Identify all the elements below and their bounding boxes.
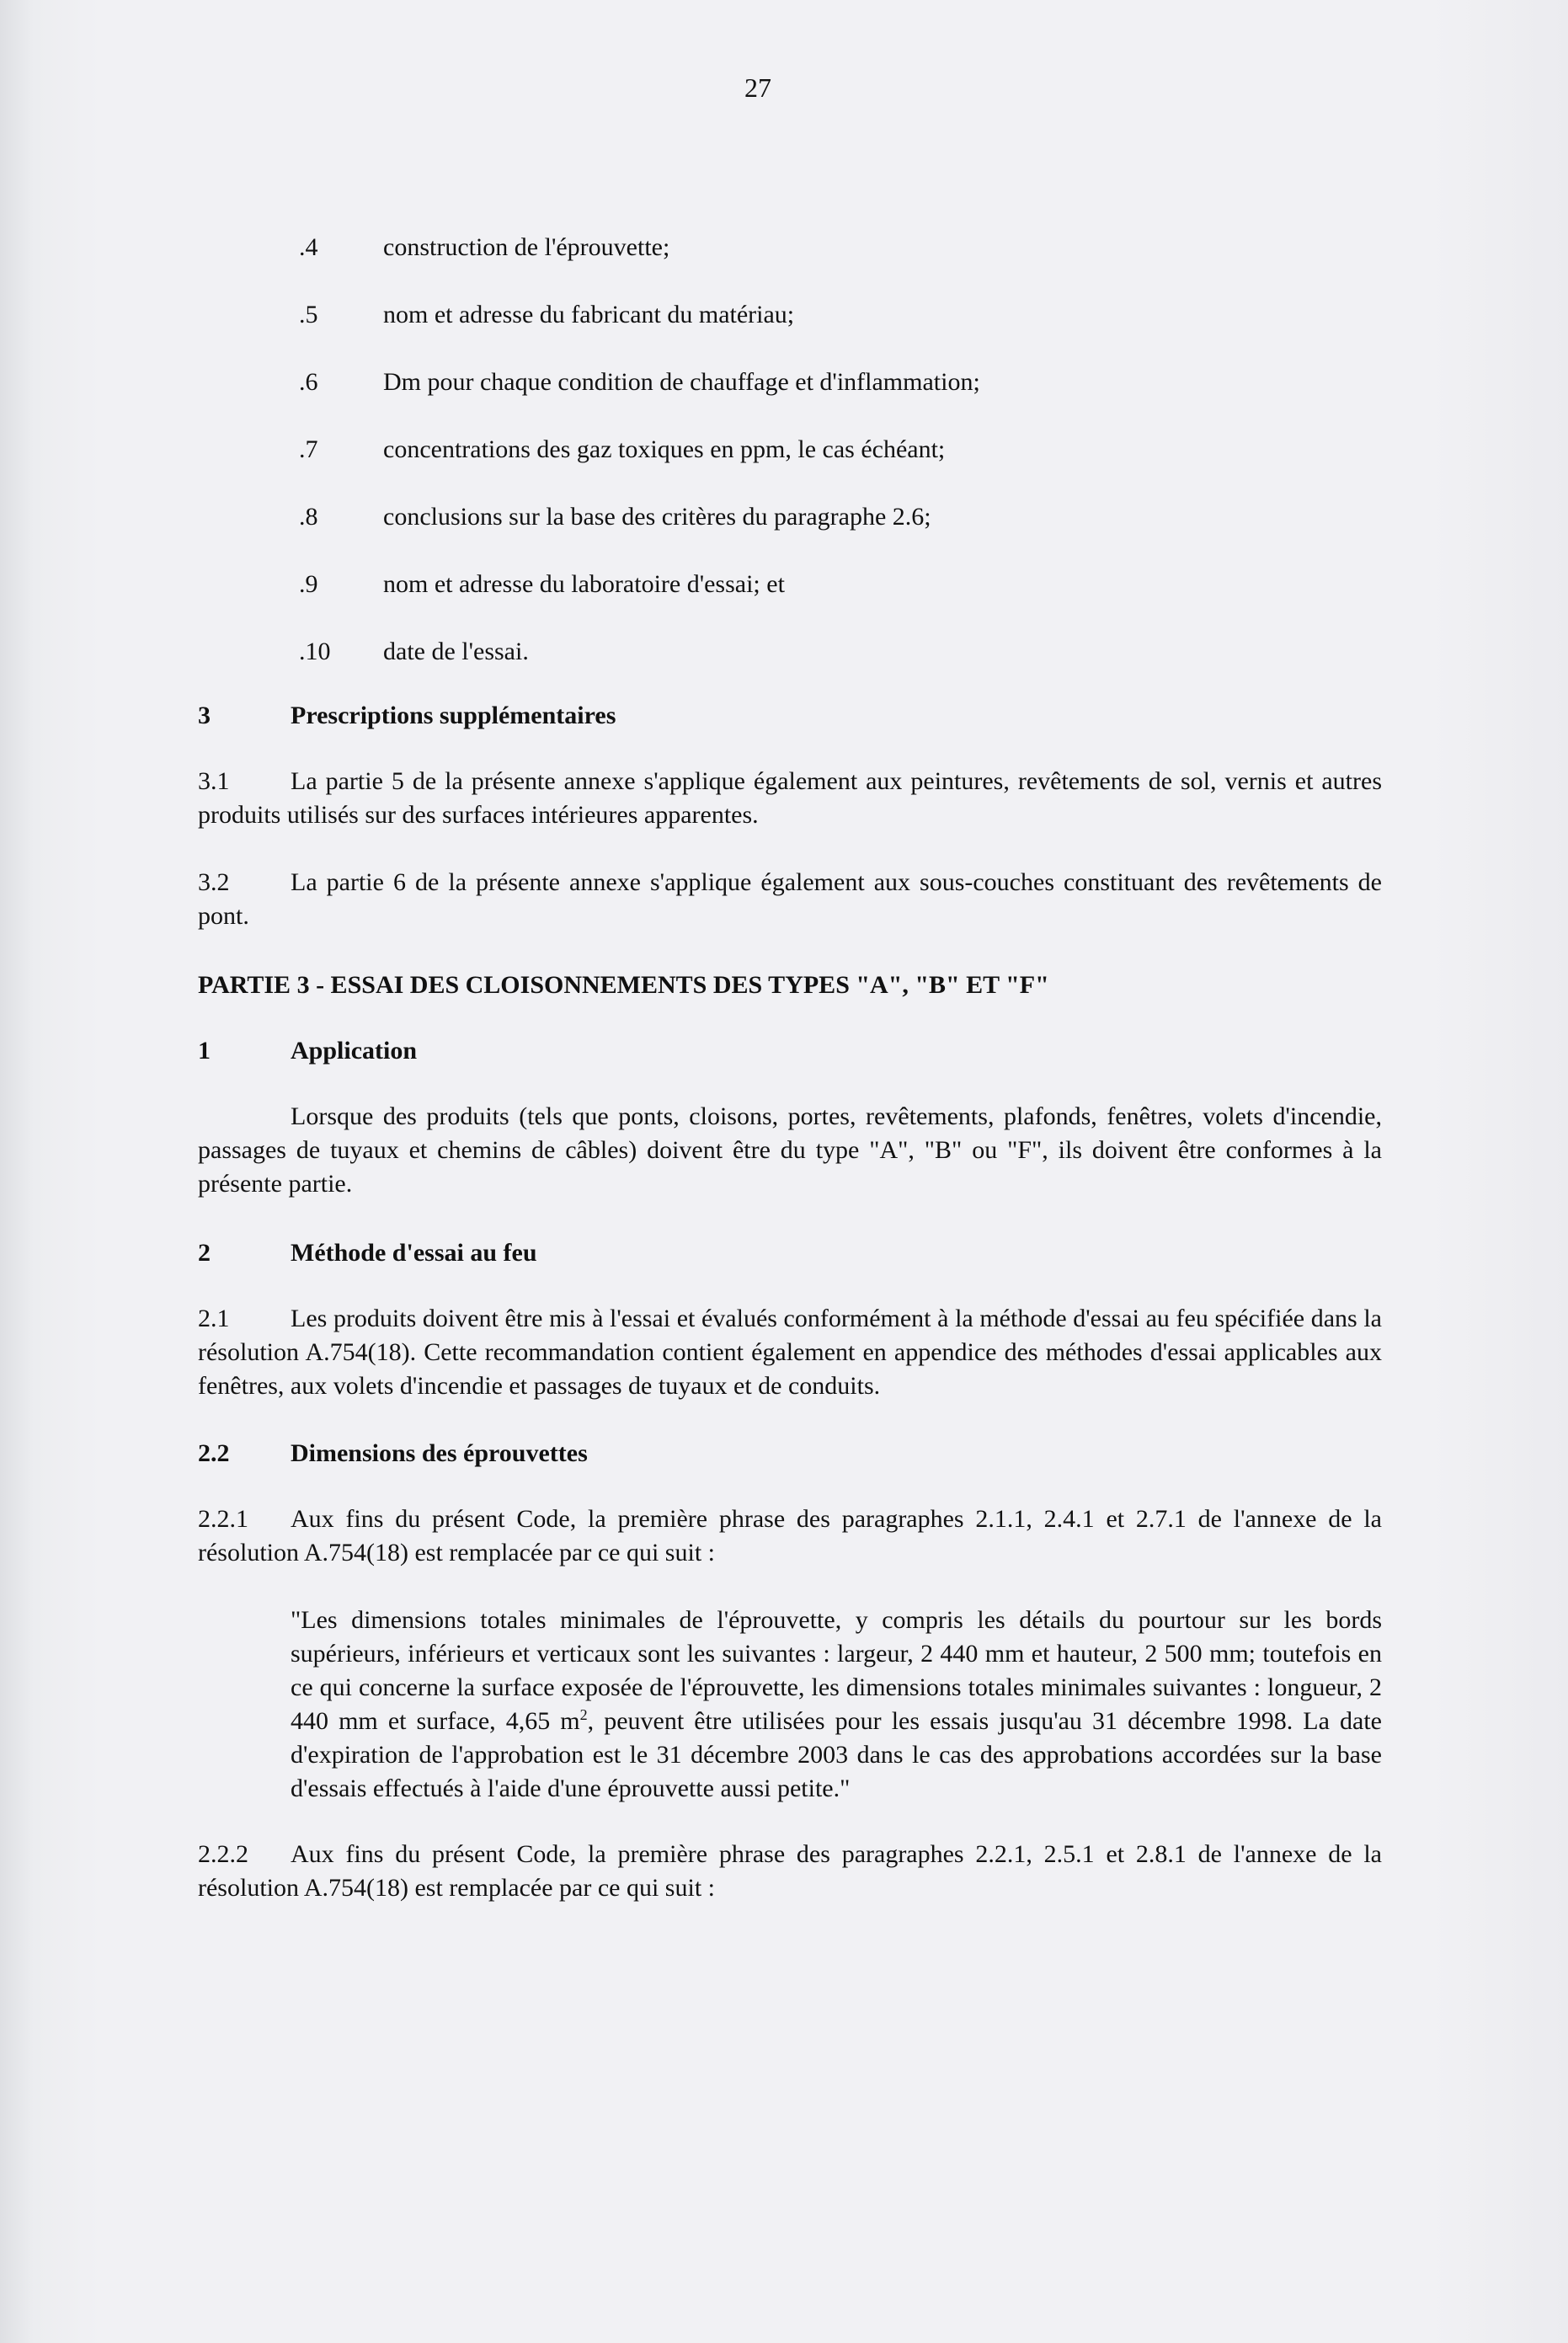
list-item-number: .10 <box>299 638 331 665</box>
list-item-number: .9 <box>299 570 318 598</box>
quote-text-part-a: "Les dimensions totales minimales de l'éprouvette, y compris les détails du pourtour sur les bords supérieurs, inférieurs et verticaux sont les suivantes : largeur, 2 440 mm et hauteur, 2 500 mm; toutefois en ce qui concerne la surface exposée de l'éprouvette, les dimensions totales minimales suivantes : longueur, 2 440 mm et surface, 4,65 m <box>291 1606 1382 1735</box>
list-item-number: .5 <box>299 301 318 328</box>
section-2-number: 2 <box>198 1239 211 1267</box>
section-1-title: Application <box>291 1037 418 1065</box>
list-item-text: nom et adresse du fabricant du matériau; <box>383 301 795 328</box>
list-item-text: nom et adresse du laboratoire d'essai; et <box>383 570 785 598</box>
section-2-2-number: 2.2 <box>198 1439 230 1467</box>
quote-text-part-b: , peuvent être utilisées pour les essais jusqu'au 31 décembre 1998. La date d'expiration de l'approbation est le 31 décembre 2003 dans le cas des approbations accordées sur la base d'essais effectués à l'aide d'une éprouvette aussi petite." <box>291 1707 1382 1802</box>
paragraph-number: 3.1 <box>198 767 230 795</box>
list-item-number: .8 <box>299 503 318 531</box>
list-item-number: .4 <box>299 233 318 261</box>
list-item-text: construction de l'éprouvette; <box>383 233 670 261</box>
section-3-number: 3 <box>198 702 211 729</box>
paragraph-2-1 <box>198 1302 1382 1403</box>
paragraph-text: Aux fins du présent Code, la première phrase des paragraphes 2.1.1, 2.4.1 et 2.7.1 de l'annexe de la résolution A.754(18) est remplacée par ce qui suit : <box>198 1505 1382 1566</box>
superscript: 2 <box>579 1706 588 1723</box>
paragraph-number: 2.2.1 <box>198 1505 248 1533</box>
paragraph-number: 2.2.2 <box>198 1840 248 1868</box>
paragraph-3-2 <box>198 866 1382 933</box>
paragraph-number: 2.1 <box>198 1305 230 1332</box>
paragraph-2-2-2 <box>198 1838 1382 1905</box>
quoted-replacement-text <box>291 1604 1382 1806</box>
list-item-number: .6 <box>299 368 318 396</box>
paragraph-3-1 <box>198 765 1382 832</box>
list-item-text: date de l'essai. <box>383 638 529 665</box>
section-2-2-title: Dimensions des éprouvettes <box>291 1439 588 1467</box>
paragraph-text: La partie 6 de la présente annexe s'applique également aux sous-couches constituant des revêtements de pont. <box>198 868 1382 930</box>
page-number: 27 <box>744 72 771 103</box>
list-item-text: concentrations des gaz toxiques en ppm, le cas échéant; <box>383 435 946 463</box>
section-1-number: 1 <box>198 1037 211 1065</box>
section-3-title: Prescriptions supplémentaires <box>291 702 616 729</box>
paragraph-text: Les produits doivent être mis à l'essai et évalués conformément à la méthode d'essai au feu spécifiée dans la résolution A.754(18). Cette recommandation contient également en appendice des méthodes d'essai applicables aux fenêtres, aux volets d'incendie et passages de tuyaux et de conduits. <box>198 1305 1382 1400</box>
list-item-text: conclusions sur la base des critères du paragraphe 2.6; <box>383 503 931 531</box>
list-item-number: .7 <box>299 435 318 463</box>
part-3-title: PARTIE 3 - ESSAI DES CLOISONNEMENTS DES TYPES "A", "B" ET "F" <box>198 971 1049 999</box>
section-2-title: Méthode d'essai au feu <box>291 1239 537 1267</box>
list-item-text: Dm pour chaque condition de chauffage et d'inflammation; <box>383 368 980 396</box>
paragraph-number: 3.2 <box>198 868 230 896</box>
paragraph-text: Aux fins du présent Code, la première phrase des paragraphes 2.2.1, 2.5.1 et 2.8.1 de l'annexe de la résolution A.754(18) est remplacée par ce qui suit : <box>198 1840 1382 1902</box>
paragraph-2-2-1 <box>198 1502 1382 1570</box>
paragraph-text: La partie 5 de la présente annexe s'applique également aux peintures, revêtements de sol, vernis et autres produits utilisés sur des surfaces intérieures apparentes. <box>198 767 1382 829</box>
paragraph-application: Lorsque des produits (tels que ponts, cloisons, portes, revêtements, plafonds, fenêtres, volets d'incendie, passages de tuyaux et chemins de câbles) doivent être du type "A", "B" ou "F", ils doivent être conformes à la présente partie. <box>198 1102 1382 1198</box>
